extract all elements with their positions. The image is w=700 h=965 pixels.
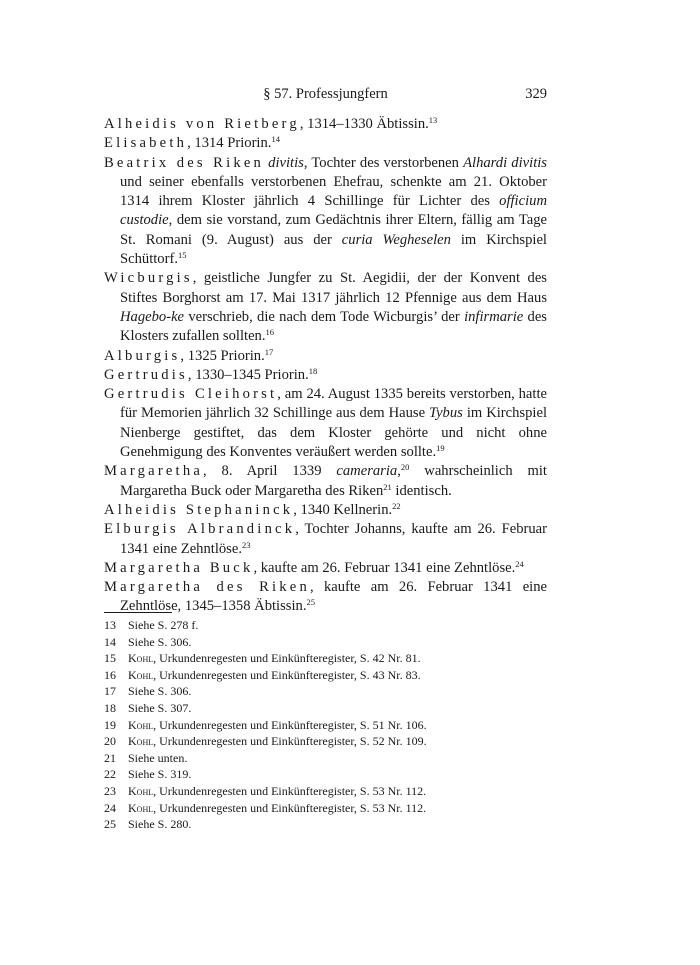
entry-text: identisch. [391, 482, 452, 499]
author-name: Kohl [128, 651, 154, 666]
footnote-ref: 20 [400, 462, 410, 473]
entry-text: verschrieb, die nach dem Tode Wicburgis’ der [184, 308, 465, 325]
person-name: Margaretha des Riken [104, 579, 310, 596]
footnote [104, 667, 547, 684]
footnote-text: Siehe S. 280. [128, 817, 192, 832]
footnote [104, 733, 547, 750]
page-number: 329 [525, 86, 547, 102]
entry-text: , [397, 463, 401, 480]
footnote [104, 783, 547, 800]
entry-text: , 1314 Priorin. [187, 135, 272, 152]
footnote-number: 18 [104, 700, 116, 715]
person-name: Elisabeth [104, 135, 188, 152]
entry-italic: officium custodie [120, 193, 547, 229]
footnote-text: Siehe S. 306. [128, 634, 192, 649]
author-name: Kohl [128, 734, 154, 749]
footnote [104, 816, 547, 833]
person-name: Wicburgis [104, 270, 193, 287]
footnote-number: 22 [104, 767, 116, 782]
entry-elburgis-albrandinck [104, 520, 547, 559]
entry-gertrudis [104, 366, 547, 385]
entry-text: , am 24. August 1335 bereits verstorben, hatte für Memorien jährlich 32 Schillinge aus dem Hause [120, 386, 547, 422]
person-name: Margaretha [104, 463, 203, 480]
entry-text: , kaufte am 26. Februar 1341 eine Zehntlöse. [253, 559, 516, 576]
footnote-ref: 22 [392, 500, 401, 511]
entry-text: , geistliche Jungfer zu St. Aegidii, der der Konvent des Stiftes Borghorst am 17. Mai 1317 jährlich 12 Pfennige aus dem Haus [120, 270, 547, 306]
section-title: § 57. Professjungfern [263, 86, 388, 102]
entry-wicburgis [104, 269, 547, 346]
footnote [104, 700, 547, 717]
footnote-ref: 19 [436, 443, 445, 454]
footnote-number: 16 [104, 667, 116, 682]
author-name: Kohl [128, 800, 154, 815]
footnote [104, 650, 547, 667]
entry-italic: divitis [268, 154, 304, 171]
entry-text: und seiner ebenfalls verstorbenen Ehefrau, schenkte am 21. Oktober 1314 ihrem Kloster jährlich 4 Schillinge für Lichter des [120, 173, 547, 210]
footnote-text: , Urkundenregesten und Einkünfteregister, S. 53 Nr. 112. [153, 800, 427, 815]
person-name: Alburgis [104, 347, 181, 364]
entry-text: im Kirchspiel Nienberge gestiftet, das dem Kloster gehörte und nicht ohne Genehmigung des Konventes veräußert werden sollte. [120, 405, 547, 461]
entry-margaretha-buck [104, 559, 547, 578]
footnote-text: Siehe S. 307. [128, 700, 192, 715]
entry-beatrix-des-riken [104, 154, 547, 270]
footnote-ref: 18 [308, 365, 318, 376]
footnote-text: Siehe S. 278 f. [128, 618, 199, 632]
entry-text: im Kirchspiel Schüttorf. [120, 231, 547, 268]
person-name: Elburgis Albrandinck [104, 521, 296, 538]
footnote-text: Siehe S. 306. [128, 684, 192, 699]
entry-text: , 8. April 1339 [203, 463, 337, 480]
entry-alburgis [104, 347, 547, 366]
footnote [104, 683, 547, 700]
footnote-ref: 24 [515, 558, 524, 569]
footnote-separator [104, 612, 172, 613]
person-name: Margaretha Buck [104, 559, 254, 576]
footnote-ref: 17 [264, 346, 274, 357]
main-text [104, 115, 547, 617]
footnote-number: 15 [104, 651, 116, 666]
entry-text: wahrscheinlich mit Margaretha Buck oder Margaretha des Riken [120, 463, 547, 499]
footnotes [104, 617, 547, 833]
footnote-number: 17 [104, 684, 116, 699]
entry-italic: Alhardi divitis [463, 154, 547, 171]
footnote-text: , Urkundenregesten und Einkünfteregister, S. 52 Nr. 109. [153, 734, 427, 749]
entry-alheidis-rietberg [104, 115, 547, 134]
entry-gertrudis-cleihorst [104, 385, 547, 462]
entry-margaretha-des-riken [104, 578, 547, 617]
footnote-text: , Urkundenregesten und Einkünfteregister, S. 51 Nr. 106. [153, 717, 427, 732]
footnote-ref: 25 [306, 597, 315, 608]
footnote-number: 25 [104, 817, 116, 832]
entry-text: , Tochter Johanns, kaufte am 26. Februar 1341 eine Zehntlöse. [120, 521, 547, 557]
footnote-ref: 13 [428, 115, 438, 125]
author-name: Kohl [128, 667, 154, 682]
footnote-text: , Urkundenregesten und Einkünfteregister, S. 42 Nr. 81. [153, 651, 421, 666]
entry-alheidis-stephaninck [104, 501, 547, 520]
footnote-ref: 16 [265, 327, 274, 338]
entry-text: , 1325 Priorin. [180, 347, 265, 364]
footnote-ref: 21 [383, 481, 392, 492]
person-name: Alheidis von Rietberg [104, 116, 300, 132]
entry-italic: Tybus [429, 405, 463, 422]
footnote-number: 19 [104, 717, 116, 732]
footnote [104, 750, 547, 767]
footnote-number: 24 [104, 800, 116, 815]
entry-italic: Hagebo-ke [120, 308, 185, 325]
footnote [104, 634, 547, 651]
entry-margaretha [104, 462, 547, 501]
footnote-number: 20 [104, 734, 116, 749]
person-name: Gertrudis [104, 366, 188, 383]
person-name: Beatrix des Riken [104, 154, 264, 171]
footnote [104, 617, 547, 634]
author-name: Kohl [128, 717, 154, 732]
person-name: Gertrudis Cleihorst [104, 386, 278, 403]
entry-text: , 1330–1345 Priorin. [187, 366, 309, 383]
entry-italic: infirmarie [464, 308, 524, 325]
footnote-ref: 14 [271, 134, 280, 145]
footnote-text: , Urkundenregesten und Einkünfteregister, S. 43 Nr. 83. [153, 667, 421, 682]
footnote-number: 23 [104, 783, 116, 798]
entry-text: , Tochter des verstorbenen [303, 154, 464, 171]
entry-text: des Klosters zufallen sollten. [120, 308, 547, 345]
footnote [104, 800, 547, 817]
footnote-ref: 15 [177, 250, 187, 261]
footnote-text: , Urkundenregesten und Einkünfteregister, S. 53 Nr. 112. [153, 783, 427, 798]
person-name: Alheidis Stephaninck [104, 501, 294, 518]
footnote-number: 13 [104, 618, 116, 632]
entry-text: , 1340 Kellnerin. [293, 501, 393, 518]
footnote-text: Siehe unten. [128, 750, 188, 765]
entry-text: , dem sie vorstand, zum Gedächtnis ihrer Eltern, fällig am Tage St. Romani (9. August) aus der [120, 212, 547, 248]
entry-italic: curia Wegheselen [341, 231, 451, 248]
footnote [104, 766, 547, 783]
footnote-ref: 23 [242, 539, 251, 550]
footnote-number: 14 [104, 634, 116, 649]
footnote [104, 717, 547, 734]
running-header [104, 86, 547, 106]
entry-text: , kaufte am 26. Februar 1341 eine Zehntlöse, 1345–1358 Äbtissin. [120, 579, 547, 615]
entry-elisabeth [104, 134, 547, 153]
entry-text: , 1314–1330 Äbtissin. [299, 116, 429, 132]
footnote-text: Siehe S. 319. [128, 767, 192, 782]
author-name: Kohl [128, 783, 154, 798]
entry-italic: cameraria [336, 463, 398, 480]
footnote-number: 21 [104, 750, 116, 765]
